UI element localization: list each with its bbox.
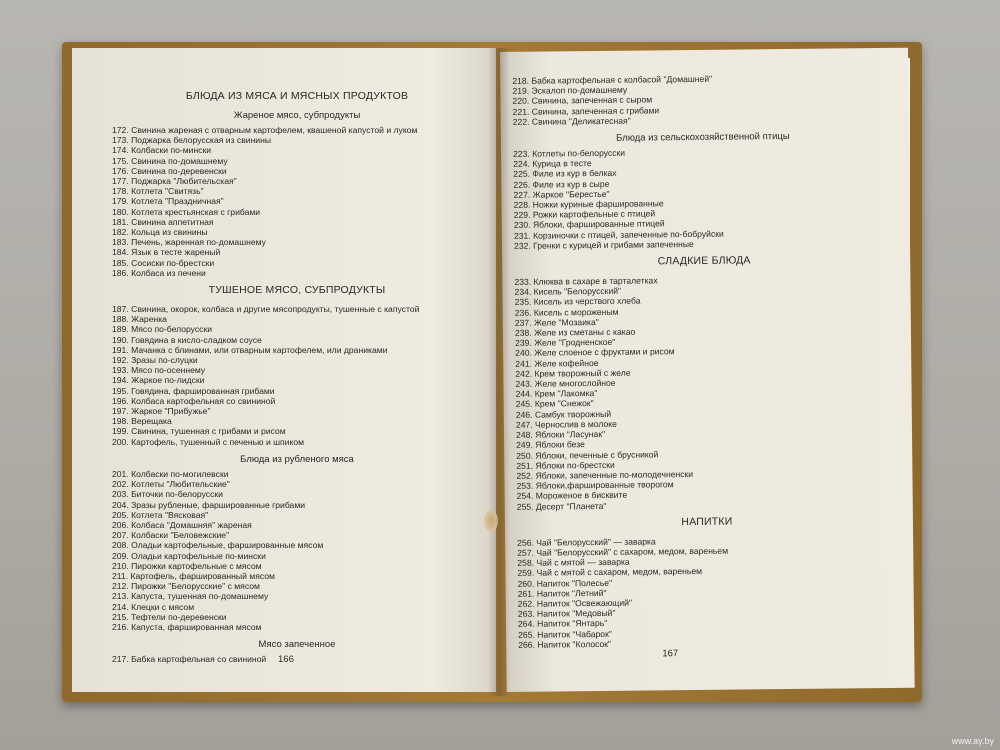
list-item: 199. Свинина, тушенная с грибами и рисом <box>112 426 286 437</box>
list-item: 191. Мачанка с блинами, или отварным картофелем, или драниками <box>112 344 388 355</box>
page-stain <box>484 510 498 532</box>
list-item: 192. Зразы по-слуцки <box>112 355 198 366</box>
list-item: 205. Котлета "Вясковая" <box>112 509 209 520</box>
section-heading: Мясо запеченное <box>258 639 336 651</box>
list-item: 222. Свинина "Деликатесная" <box>512 115 631 127</box>
list-item: 255. Десерт "Планета" <box>516 500 607 512</box>
list-item: 250. Яблоки, печенные с брусникой <box>516 448 659 461</box>
list-item: 231. Корзиночки с птицей, запеченные по-бобруйски <box>513 228 724 241</box>
list-item: 235. Кисель из черствого хлеба <box>514 295 641 308</box>
list-item: 194. Жаркое по-лидски <box>112 375 205 386</box>
list-item: 217. Бабка картофельная со свининой <box>112 654 267 665</box>
list-item: 175. Свинина по-домашнему <box>112 155 228 166</box>
list-item: 262. Напиток "Освежающий" <box>517 597 633 609</box>
list-item: 236. Кисель с мороженым <box>514 306 619 318</box>
list-item: 201. Колбаски по-могилевски <box>112 468 229 479</box>
list-item: 198. Верещака <box>112 416 172 427</box>
list-item: 189. Мясо по-белорусски <box>112 324 213 335</box>
right-lead-list <box>512 72 893 127</box>
book-spine <box>488 48 510 696</box>
list-item: 214. Клецки с мясом <box>112 601 195 612</box>
list-item: 186. Колбаса из печени <box>112 267 206 278</box>
list-item: 204. Зразы рубленые, фаршированные грибами <box>112 499 306 510</box>
list-item: 206. Колбаса "Домашняя" жареная <box>112 519 252 530</box>
list-item: 258. Чай с мятой — заварка <box>517 556 630 568</box>
list-item: 237. Желе "Мозаика" <box>514 316 599 328</box>
list-item: 177. Поджарка "Любительская" <box>112 176 237 187</box>
section-heading: НАПИТКИ <box>681 515 733 528</box>
list-item: 185. Сосиски по-брестски <box>112 257 215 268</box>
list-item: 212. Пирожки "Белорусские" с мясом <box>112 581 260 592</box>
list-item: 242. Крем творожный с желе <box>515 367 631 379</box>
list-item: 225. Филе из кур в белках <box>513 168 617 180</box>
list-item: 248. Яблоки "Ласунак" <box>515 429 606 440</box>
list-item: 216. Капуста, фаршированная мясом <box>112 621 262 632</box>
list-item: 208. Оладьи картофельные, фаршированные мясом <box>112 540 324 551</box>
list-item: 263. Напиток "Медовый" <box>517 607 616 619</box>
list-item: 219. Эскалоп по-домашнему <box>512 84 628 97</box>
list-item: 226. Филе из кур в сыре <box>513 178 610 190</box>
list-item: 196. Колбаса картофельная со свининой <box>112 395 276 406</box>
list-item: 182. Кольца из свинины <box>112 227 208 238</box>
list-item: 251. Яблоки по-брестски <box>516 459 615 471</box>
section-heading: ТУШЕНОЕ МЯСО, СУБПРОДУКТЫ <box>208 284 386 297</box>
list-item: 257. Чай "Белорусский" с сахаром, медом, вареньем <box>517 545 729 558</box>
list-item: 245. Крем "Снежок" <box>515 398 594 410</box>
list-item: 181. Свинина аппетитная <box>112 216 214 227</box>
list-item: 187. Свинина, окорок, колбаса и другие мясопродукты, тушенные с капустой <box>112 304 420 315</box>
list-item: 244. Крем "Лакомка" <box>515 388 598 400</box>
list-item: 211. Картофель, фаршированный мясом <box>112 570 275 581</box>
list-item: 218. Бабка картофельная с колбасой "Домашней" <box>512 73 713 86</box>
dish-list <box>514 273 896 512</box>
list-item: 261. Напиток "Летний" <box>517 587 607 599</box>
list-item: 240. Желе слоеное с фруктами и рисом <box>515 346 675 359</box>
list-item: 265. Напиток "Чабарок" <box>518 628 612 640</box>
list-item: 207. Колбаски "Беловежские" <box>112 530 230 541</box>
left-page-content <box>112 84 482 664</box>
list-item: 224. Курица в тесте <box>513 158 592 170</box>
right-page <box>500 48 915 692</box>
list-item: 243. Желе многослойное <box>515 377 616 389</box>
list-item: 188. Жаренка <box>112 314 167 325</box>
watermark: www.ay.by <box>951 736 994 746</box>
section-heading: Блюда из рубленого мяса <box>240 453 354 465</box>
list-item: 220. Свинина, запеченная с сыром <box>512 94 653 107</box>
list-item: 246. Самбук творожный <box>515 408 612 420</box>
left-sections <box>112 110 482 664</box>
list-item: 229. Рожки картофельные с птицей <box>513 208 656 221</box>
list-item: 176. Свинина по-деревенски <box>112 165 227 176</box>
list-item: 260. Напиток "Полесье" <box>517 577 613 589</box>
list-item: 256. Чай "Белорусский" — заварка <box>517 536 656 548</box>
list-item: 264. Напиток "Янтарь" <box>517 618 608 630</box>
list-item: 210. Пирожки картофельные с мясом <box>112 560 262 571</box>
list-item: 215. Тефтели по-деревенски <box>112 611 227 622</box>
list-item: 232. Гренки с курицей и грибами запеченные <box>513 238 694 251</box>
list-item: 213. Капуста, тушенная по-домашнему <box>112 591 269 602</box>
list-item: 183. Печень, жаренная по-домашнему <box>112 237 266 248</box>
list-item: 247. Чернослив в молоке <box>515 418 617 430</box>
list-item: 249. Яблоки безе <box>516 439 585 451</box>
list-item: 221. Свинина, запеченная с грибами <box>512 104 660 117</box>
list-item: 195. Говядина, фаршированная грибами <box>112 385 275 396</box>
list-item: 178. Котлета "Свитязь" <box>112 186 204 197</box>
list-item: 230. Яблоки, фаршированные птицей <box>513 218 665 231</box>
list-item: 190. Говядина в кисло-сладком соусе <box>112 334 262 345</box>
list-item: 223. Котлеты по-белорусски <box>513 147 626 159</box>
list-item: 239. Желе "Гродненское" <box>514 337 616 349</box>
list-item: 172. Свинина жареная с отварным картофелем, квашеной капустой и луком <box>112 125 418 135</box>
dish-list <box>517 534 898 650</box>
dish-list <box>112 304 482 447</box>
list-item: 174. Колбаски по-мински <box>112 145 212 156</box>
right-page-content <box>512 72 898 650</box>
dish-list <box>112 654 482 664</box>
list-item: 173. Поджарка белорусская из свинины <box>112 135 272 146</box>
list-item: 234. Кисель "Белорусский" <box>514 285 622 298</box>
list-item: 233. Клюква в сахаре в тарталетках <box>514 275 658 287</box>
list-item: 197. Жаркое "Прибужье" <box>112 406 211 417</box>
dish-list <box>112 125 482 278</box>
section-heading: Жареное мясо, субпродукты <box>233 110 361 121</box>
list-item: 266. Напиток "Колосок" <box>518 638 612 650</box>
list-item: 252. Яблоки, запеченные по-молодечненски <box>516 468 694 481</box>
dish-list <box>112 469 482 632</box>
right-sections <box>513 130 898 650</box>
list-item: 200. Картофель, тушенный с печенью и шпиком <box>112 436 305 447</box>
left-page <box>72 48 496 692</box>
list-item: 259. Чай с мятой с сахаром, медом, вареньем <box>517 566 703 579</box>
list-item: 227. Жаркое "Берестье" <box>513 188 610 200</box>
list-item: 179. Котлета "Праздничная" <box>112 196 224 207</box>
dish-list <box>513 145 894 251</box>
page-number-left: 166 <box>278 654 294 665</box>
left-page-title: БЛЮДА ИЗ МЯСА И МЯСНЫХ ПРОДУКТОВ <box>185 90 409 102</box>
list-item: 241. Желе кофейное <box>515 357 599 369</box>
list-item: 253. Яблоки,фаршированные творогом <box>516 479 674 491</box>
list-item: 202. Котлеты "Любительские" <box>112 479 230 490</box>
list-item: 203. Биточки по-белорусски <box>112 489 223 500</box>
list-item: 184. Язык в тесте жареный <box>112 247 221 258</box>
section-heading: СЛАДКИЕ БЛЮДА <box>657 254 751 268</box>
page-number-right: 167 <box>662 648 679 660</box>
list-item: 180. Котлета крестьянская с грибами <box>112 206 261 217</box>
list-item: 238. Желе из сметаны с какао <box>514 326 636 338</box>
section-heading: Блюда из сельскохозяйственной птицы <box>616 130 790 144</box>
list-item: 193. Мясо по-осеннему <box>112 365 206 376</box>
list-item: 254. Мороженое в бисквите <box>516 490 628 502</box>
list-item: 209. Оладьи картофельные по-мински <box>112 550 266 561</box>
list-item: 228. Ножки куриные фаршированные <box>513 198 664 210</box>
